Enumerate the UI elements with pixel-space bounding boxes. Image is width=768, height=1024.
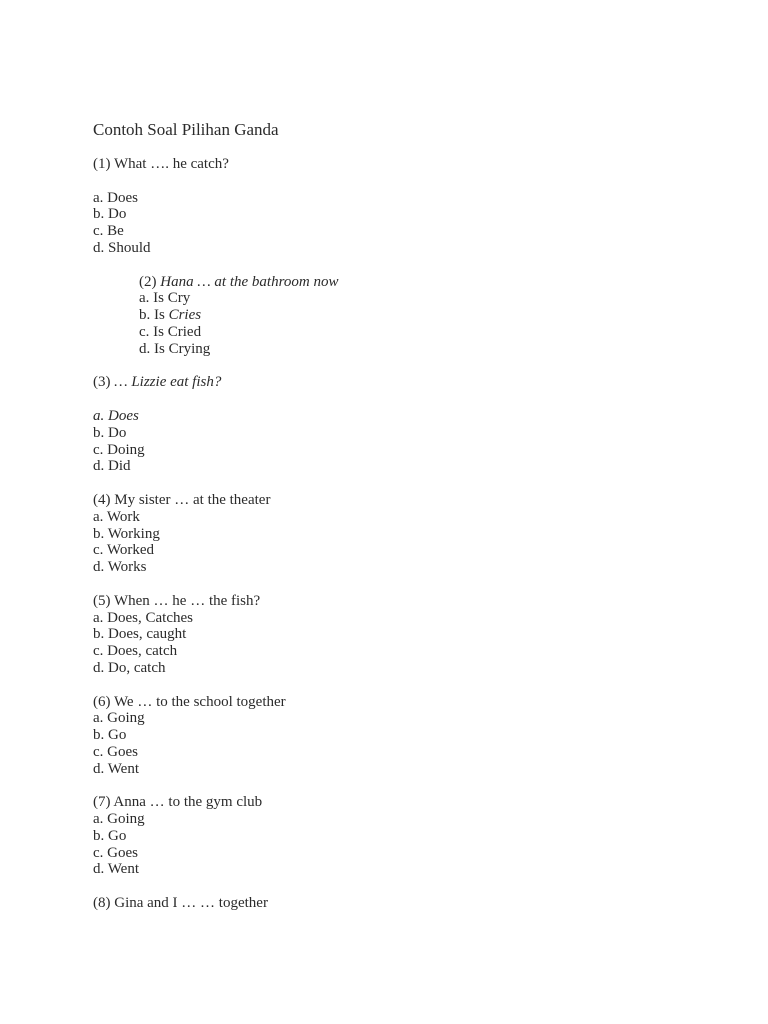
question-7-option-b: b. Go	[93, 827, 127, 844]
question-1-option-c: c. Be	[93, 223, 124, 240]
question-5-option-c: c. Does, catch	[93, 643, 178, 660]
question-8-prompt: (8) Gina and I … … together	[93, 895, 268, 912]
question-2	[93, 274, 733, 358]
question-3-prompt	[93, 374, 733, 391]
question-4-prompt: (4) My sister … at the theater	[93, 491, 271, 508]
question-7-prompt: (7) Anna … to the gym club	[93, 794, 263, 811]
question-7-option-d: d. Went	[93, 861, 140, 878]
question-2-option-b	[139, 307, 733, 324]
question-4-option-b: b. Working	[93, 525, 160, 542]
question-3-option-d: d. Did	[93, 458, 131, 475]
question-1-option-b: b. Do	[93, 206, 127, 223]
question-5-prompt: (5) When … he … the fish?	[93, 592, 261, 609]
question-2-option-b-text: Cries	[168, 307, 202, 324]
question-7	[93, 794, 733, 878]
question-5-option-a: a. Does, Catches	[93, 609, 193, 626]
question-4-option-c: c. Worked	[93, 542, 154, 559]
question-4-option-d: d. Works	[93, 559, 147, 576]
question-2-prompt	[139, 274, 733, 291]
question-2-option-c: c. Is Cried	[139, 323, 202, 340]
question-3-text: … Lizzie eat fish?	[114, 374, 222, 391]
document-body	[93, 156, 733, 912]
question-7-option-a: a. Going	[93, 811, 145, 828]
question-6-option-c: c. Goes	[93, 743, 138, 760]
question-2-option-d: d. Is Crying	[139, 340, 211, 357]
question-7-option-c: c. Goes	[93, 844, 138, 861]
question-1-option-d: d. Should	[93, 239, 151, 256]
document-title: Contoh Soal Pilihan Ganda	[93, 120, 279, 139]
question-8	[93, 895, 733, 912]
question-1-option-a: a. Does	[93, 189, 138, 206]
question-4-option-a: a. Work	[93, 508, 140, 525]
question-1-prompt: (1) What …. he catch?	[93, 156, 229, 172]
question-3	[93, 374, 733, 475]
question-6-prompt: (6) We … to the school together	[93, 693, 286, 710]
question-3-number: (3)	[93, 374, 115, 391]
question-5-option-d: d. Do, catch	[93, 659, 166, 676]
question-3-option-c: c. Doing	[93, 441, 145, 458]
question-2-number: (2)	[139, 273, 161, 290]
question-3-option-a: a. Does	[93, 407, 139, 424]
question-6-option-d: d. Went	[93, 760, 140, 777]
question-2-option-a: a. Is Cry	[139, 290, 191, 307]
question-3-option-b: b. Do	[93, 424, 127, 441]
question-2-option-b-prefix: b. Is	[139, 307, 169, 324]
question-4	[93, 492, 733, 576]
question-6-option-b: b. Go	[93, 727, 127, 744]
question-2-text: Hana … at the bathroom now	[160, 273, 339, 290]
question-5	[93, 593, 733, 677]
question-1	[93, 156, 733, 257]
question-6-option-a: a. Going	[93, 710, 145, 727]
question-6	[93, 694, 733, 778]
question-5-option-b: b. Does, caught	[93, 626, 187, 643]
